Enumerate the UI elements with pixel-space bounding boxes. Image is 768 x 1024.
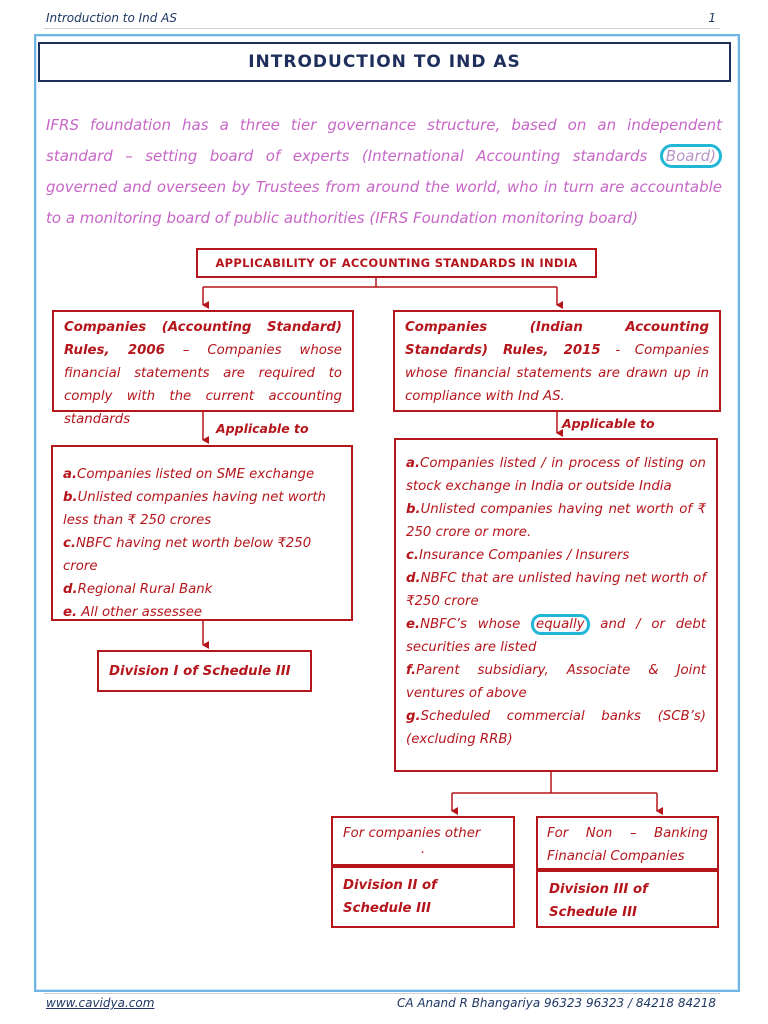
applicability-title: APPLICABILITY OF ACCOUNTING STANDARDS IN INDIA [215, 256, 578, 270]
ind-as-rules-2015-box [393, 310, 721, 412]
applicable-to-right: Applicable to [562, 416, 655, 431]
list-item: c.NBFC having net worth below ₹250 crore [63, 536, 312, 574]
division-3-box [536, 870, 719, 928]
division-1-label: Division I of Schedule III [109, 663, 291, 679]
list-item: d.Regional Rural Bank [63, 582, 213, 597]
as-rules-2006-heading: Companies (Accounting Standard) Rules, 2006 [64, 320, 342, 358]
ind-as-rules-2015-heading: Companies (Indian Accounting Standards) Rules, 2015 [405, 320, 709, 358]
division-3-label: Division III of Schedule III [549, 882, 648, 920]
list-item: c.Insurance Companies / Insurers [406, 548, 630, 563]
ind-as-rules-2015-text: - Companies whose financial statements are drawn up in compliance with Ind AS. [405, 343, 709, 404]
applicable-to-left: Applicable to [216, 421, 309, 436]
list-item: d.NBFC that are unlisted having net worth of ₹250 crore [406, 571, 706, 609]
for-companies-other-dot: . [420, 842, 426, 857]
list-item: f.Parent subsidiary, Associate & Joint ventures of above [406, 663, 706, 701]
highlighted-word: Board) [660, 144, 722, 168]
for-nbfc-box [536, 816, 719, 870]
as-applicability-list [51, 445, 353, 621]
ind-as-applicability-list [394, 438, 718, 772]
division-2-box [331, 866, 515, 928]
footer-divider [44, 993, 720, 994]
intro-text-2: governed and overseen by Trustees from around the world, who in turn are accountable to a monitoring board of public authorities (IFRS Foundation monitoring board) [46, 178, 722, 227]
list-item: a.Companies listed on SME exchange [63, 467, 315, 482]
running-header-title: Introduction to Ind AS [46, 11, 178, 25]
list-item: a.Companies listed / in process of listing on stock exchange in India or outside India [406, 456, 706, 494]
author-contact: CA Anand R Bhangariya 96323 96323 / 84218 84218 [396, 996, 716, 1010]
website-link[interactable]: www.cavidya.com [46, 996, 155, 1010]
division-2-label: Division II of Schedule III [343, 878, 437, 916]
for-nbfc-label: For Non – Banking Financial Companies [547, 826, 708, 864]
as-rules-2006-text: – Companies whose financial statements are required to comply with the current accounting standards [64, 343, 342, 427]
as-rules-2006-box [52, 310, 354, 427]
intro-text-1: IFRS foundation has a three tier governance structure, based on an independent standard – setting board of experts (International Accounting standards [46, 116, 722, 165]
list-item: e.NBFC’s whose equally and / or debt securities are listed [406, 613, 706, 659]
page-title: INTRODUCTION TO IND AS [248, 52, 521, 72]
applicability-title-box [196, 248, 597, 278]
division-1-box [97, 650, 312, 692]
list-item: b.Unlisted companies having net worth of ₹ 250 crore or more. [406, 502, 706, 540]
list-item: b.Unlisted companies having net worth less than ₹ 250 crores [63, 490, 326, 528]
list-item: g.Scheduled commercial banks (SCB’s) (excluding RRB) [406, 709, 706, 747]
for-companies-other-box [331, 816, 515, 866]
for-companies-other-label: For companies other [343, 826, 481, 841]
highlighted-word: equally [531, 614, 589, 635]
page-number: 1 [708, 11, 716, 25]
list-item: e. All other assessee [63, 605, 203, 620]
